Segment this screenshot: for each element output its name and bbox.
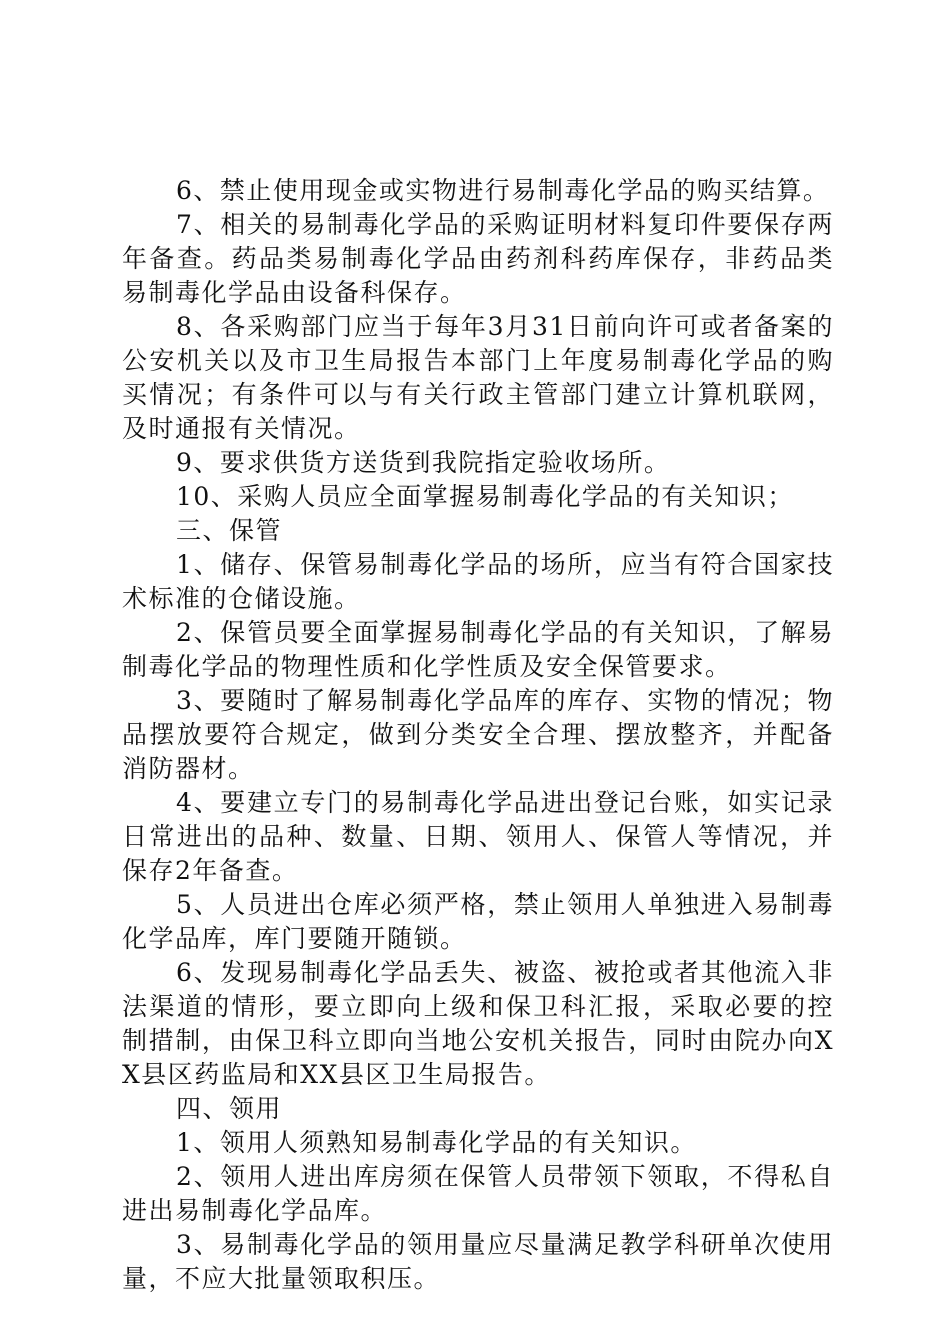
paragraph-purchase-8: 8、各采购部门应当于每年3月31日前向许可或者备案的公安机关以及市卫生局报告本部门上年度易制毒化学品的购买情况；有条件可以与有关行政主管部门建立计算机联网，及时通报有关情况。 xyxy=(122,312,834,443)
paragraph-storage-2: 2、保管员要全面掌握易制毒化学品的有关知识，了解易制毒化学品的物理性质和化学性质及安全保管要求。 xyxy=(122,618,834,681)
paragraph-usage-3: 3、易制毒化学品的领用量应尽量满足教学科研单次使用量，不应大批量领取积压。 xyxy=(122,1230,834,1293)
paragraph-storage-1: 1、储存、保管易制毒化学品的场所，应当有符合国家技术标准的仓储设施。 xyxy=(122,550,834,613)
paragraph-storage-3: 3、要随时了解易制毒化学品库的库存、实物的情况；物品摆放要符合规定，做到分类安全合理、摆放整齐，并配备消防器材。 xyxy=(122,686,834,783)
section-heading-storage: 三、保管 xyxy=(176,516,283,545)
paragraph-storage-4: 4、要建立专门的易制毒化学品进出登记台账，如实记录日常进出的品种、数量、日期、领用人、保管人等情况，并保存2年备查。 xyxy=(122,788,834,885)
document-body xyxy=(122,174,834,1296)
paragraph-purchase-7: 7、相关的易制毒化学品的采购证明材料复印件要保存两年备查。药品类易制毒化学品由药剂科药库保存，非药品类易制毒化学品由设备科保存。 xyxy=(122,210,834,307)
paragraph-purchase-6: 6、禁止使用现金或实物进行易制毒化学品的购买结算。 xyxy=(176,176,830,205)
paragraph-storage-5: 5、人员进出仓库必须严格，禁止领用人单独进入易制毒化学品库，库门要随开随锁。 xyxy=(122,890,834,953)
paragraph-usage-2: 2、领用人进出库房须在保管人员带领下领取，不得私自进出易制毒化学品库。 xyxy=(122,1162,834,1225)
section-heading-usage: 四、领用 xyxy=(176,1094,283,1123)
paragraph-storage-6: 6、发现易制毒化学品丢失、被盗、被抢或者其他流入非法渠道的情形，要立即向上级和保卫科汇报，采取必要的控制措制，由保卫科立即向当地公安机关报告，同时由院办向XX县区药监局和XX县区卫生局报告。 xyxy=(122,958,834,1089)
paragraph-usage-1: 1、领用人须熟知易制毒化学品的有关知识。 xyxy=(176,1128,697,1157)
paragraph-purchase-10: 10、采购人员应全面掌握易制毒化学品的有关知识； xyxy=(176,482,794,511)
paragraph-purchase-9: 9、要求供货方送货到我院指定验收场所。 xyxy=(176,448,671,477)
